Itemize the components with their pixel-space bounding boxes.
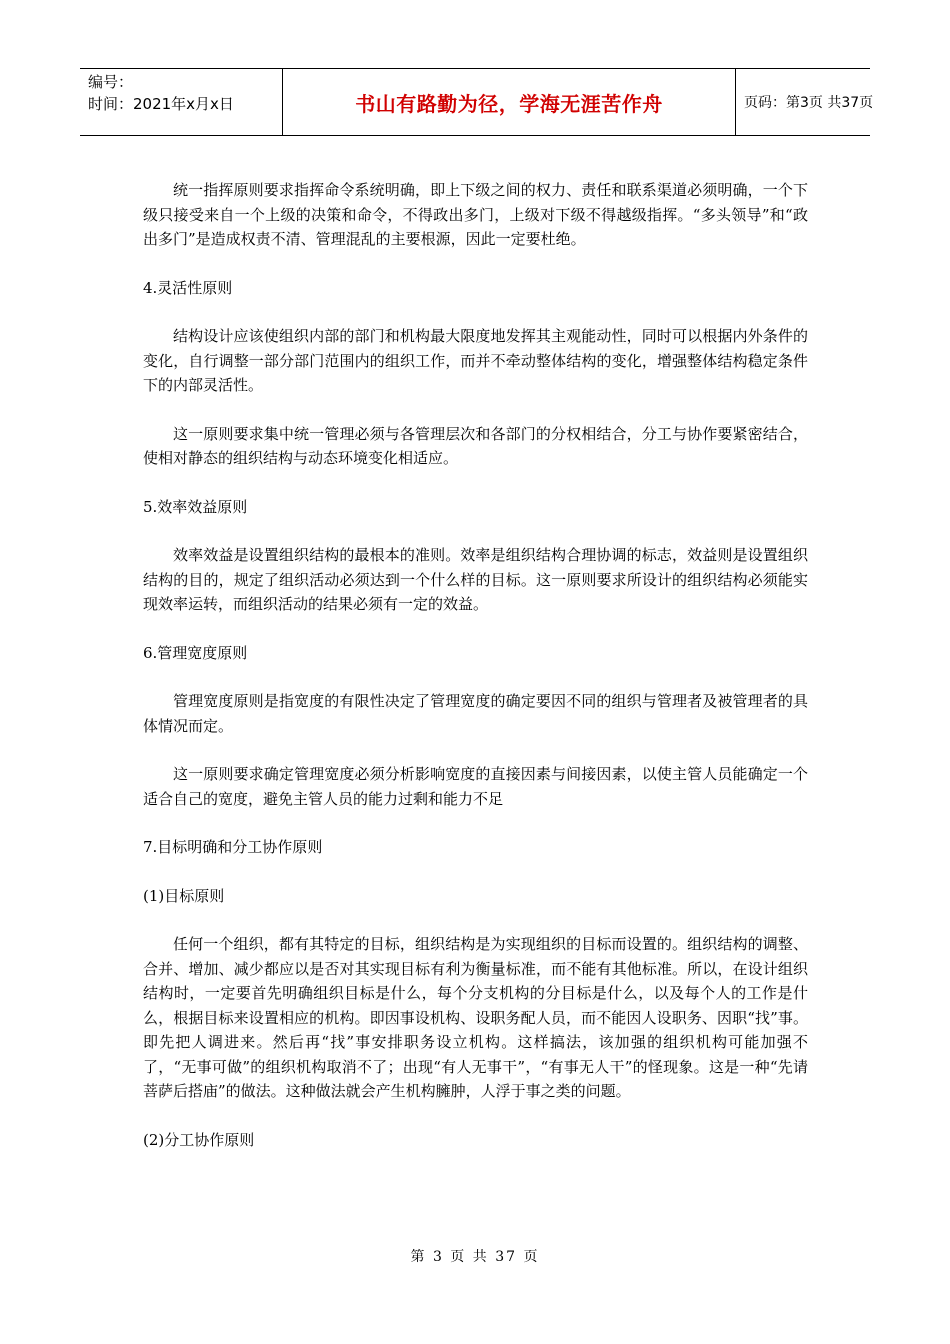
- paragraph: 统一指挥原则要求指挥命令系统明确，即上下级之间的权力、责任和联系渠道必须明确，一个下级只接受来自一个上级的决策和命令，不得政出多门，上级对下级不得越级指挥。“多头领导”和“政出多门”是造成权责不清、管理混乱的主要根源，因此一定要杜绝。: [143, 181, 808, 248]
- page-header: [80, 68, 874, 136]
- paragraph: 结构设计应该使组织内部的部门和机构最大限度地发挥其主观能动性，同时可以根据内外条件的变化，自行调整一部分部门范围内的组织工作，而并不牵动整体结构的变化，增强整体结构稳定条件下的内部灵活性。: [143, 327, 808, 394]
- header-page-info: 页码：第3页 共37页: [744, 95, 874, 111]
- motto-text: 书山有路勤为径，学海无涯苦作舟: [355, 91, 663, 116]
- number-label: 编号：: [88, 73, 134, 91]
- section-heading: 4.灵活性原则: [143, 278, 233, 297]
- page-footer: 第 3 页 共 37 页: [410, 1249, 540, 1265]
- paragraph: 任何一个组织，都有其特定的目标，组织结构是为实现组织的目标而设置的。组织结构的调整、合并、增加、减少都应以是否对其实现目标有利为衡量标准，而不能有其他标准。所以，在设计组织结构时，一定要首先明确组织目标是什么，每个分支机构的分目标是什么，以及每个人的工作是什么，根据目标来设置相应的机构。即因事设机构、设职务配人员，而不能因人设职务、因职“找”事。即先把人调进来。然后再“找”事安排职务设立机构。这样搞法，该加强的组织机构可能加强不了，“无事可做”的组织机构取消不了；出现“有人无事干”，“有事无人干”的怪现象。这是一种“先请菩萨后搭庙”的做法。这种做法就会产生机构臃肿，人浮于事之类的问题。: [143, 935, 808, 1100]
- paragraph: 效率效益是设置组织结构的最根本的准则。效率是组织结构合理协调的标志，效益则是设置组织结构的目的，规定了组织活动必须达到一个什么样的目标。这一原则要求所设计的组织结构必须能实现效率运转，而组织活动的结果必须有一定的效益。: [143, 546, 808, 613]
- document-body: [143, 178, 808, 1152]
- section-heading: 6.管理宽度原则: [143, 643, 248, 662]
- paragraph: 管理宽度原则是指宽度的有限性决定了管理宽度的确定要因不同的组织与管理者及被管理者的具体情况而定。: [143, 692, 808, 735]
- section-heading: 7.目标明确和分工协作原则: [143, 838, 323, 856]
- header-meta: [80, 69, 282, 135]
- time-label: 时间：2021年x月x日: [88, 95, 234, 113]
- paragraph: 这一原则要求确定管理宽度必须分析影响宽度的直接因素与间接因素，以使主管人员能确定一个适合自己的宽度，避免主管人员的能力过剩和能力不足: [143, 765, 808, 808]
- section-heading: 5.效率效益原则: [143, 497, 248, 516]
- paragraph: 这一原则要求集中统一管理必须与各管理层次和各部门的分权相结合，分工与协作要紧密结合，使相对静态的组织结构与动态环境变化相适应。: [143, 424, 808, 467]
- subsection-heading: (2)分工协作原则: [143, 1130, 255, 1149]
- header-motto-cell: [282, 69, 736, 135]
- subsection-heading: (1)目标原则: [143, 886, 225, 905]
